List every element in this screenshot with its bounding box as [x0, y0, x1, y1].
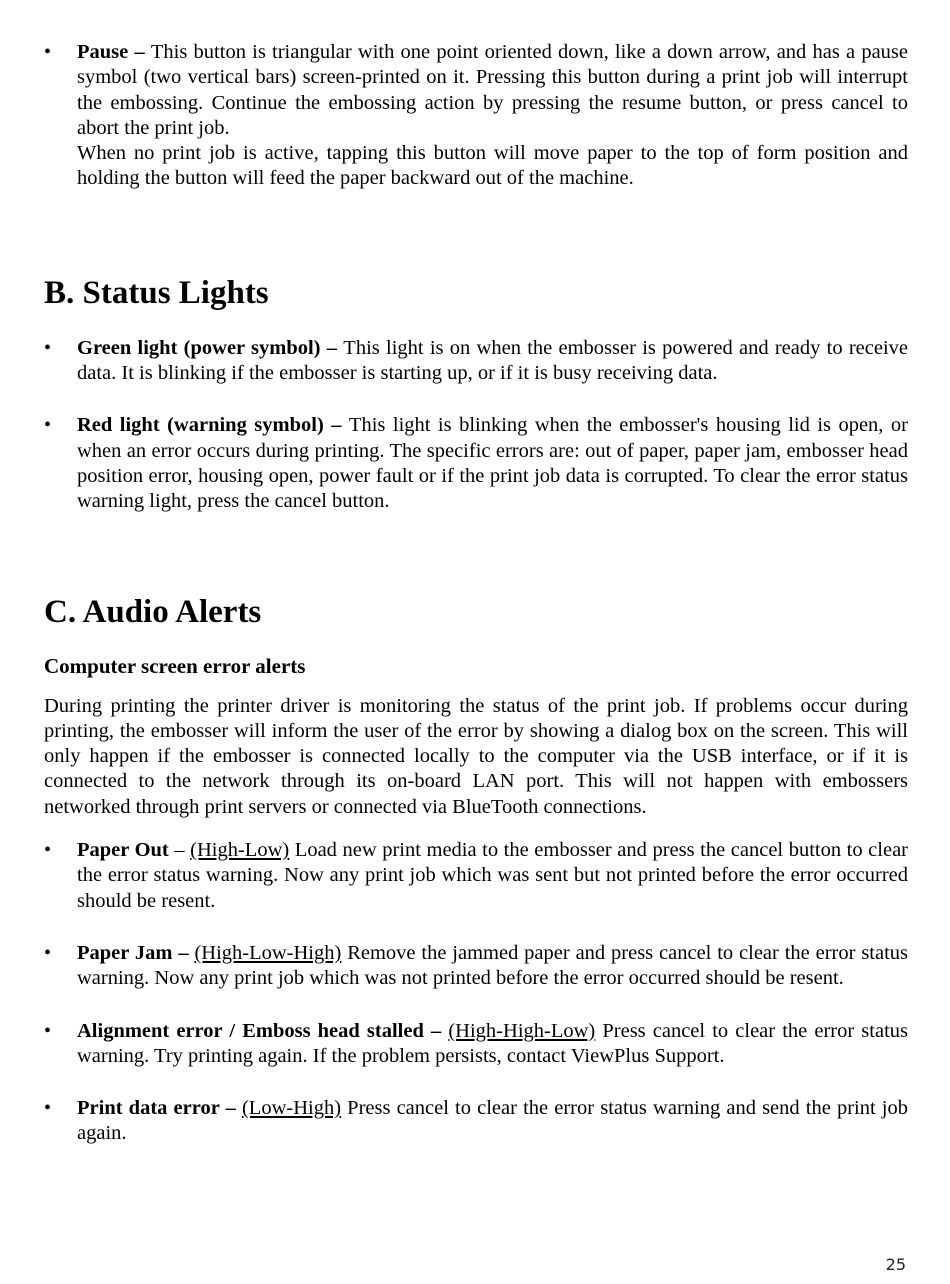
print-data-error-code: (Low-High) — [241, 1097, 342, 1120]
alignment-error-description: Press cancel to clear the error status warning. Try printing again. If the problem persists, contact ViewPlus Support. — [77, 1019, 908, 1067]
pause-bullet — [44, 40, 908, 192]
alignment-error-code: (High-High-Low) — [448, 1019, 596, 1042]
pause-description: This button is triangular with one point oriented down, like a down arrow, and has a pause symbol (two vertical bars) screen-printed on it. Pressing this button during a print job will interrupt the embossing. Continue the embossing action by pressing the resume button, or press cancel to abort the print job. — [77, 41, 909, 139]
section-b-heading: B. Status Lights — [44, 274, 269, 311]
bullet-marker: • — [44, 1019, 52, 1042]
red-light-description: This light is blinking when the embosser's housing lid is open, or when an error occurs during printing. The specific errors are: out of paper, paper jam, embosser head position error, housing open, power fault or if the print job data is corrupted. To clear the error status warning light, press the cancel button. — [77, 414, 908, 513]
section-c-heading: C. Audio Alerts — [44, 593, 262, 630]
red-light-bullet — [44, 413, 908, 514]
bullet-marker: • — [44, 941, 52, 964]
red-light-term: Red light (warning symbol) — [77, 414, 324, 437]
alignment-error-bullet — [44, 1019, 908, 1070]
bullet-marker: • — [44, 1097, 52, 1120]
print-data-error-description: Press cancel to clear the error status warning and send the print job again. — [77, 1097, 909, 1145]
paper-out-dash: – — [168, 839, 191, 862]
paper-out-bullet — [44, 838, 908, 914]
paper-jam-bullet — [44, 941, 908, 992]
pause-paragraph-2: When no print job is active, tapping this button will move paper to the top of form position and holding the button will feed the paper backward out of the machine. — [77, 142, 908, 190]
bullet-marker: • — [44, 414, 52, 437]
green-light-dash: – — [320, 336, 344, 359]
green-light-description: This light is on when the embosser is powered and ready to receive data. It is blinking if the embosser is starting up, or if it is busy receiving data. — [77, 336, 908, 385]
paper-out-code: (High-Low) — [190, 839, 290, 862]
pause-paragraph — [77, 40, 908, 141]
document-page — [44, 40, 908, 1147]
paper-jam-description: Remove the jammed paper and press cancel to clear the error status warning. Now any print job which was not printed before the error occurred should be resent. — [77, 941, 909, 990]
alignment-error-term: Alignment error / Emboss head stalled — [77, 1019, 424, 1042]
print-data-error-dash: – — [219, 1097, 242, 1120]
section-c-intro: During printing the printer driver is monitoring the status of the print job. If problems occur during printing, the embosser will inform the user of the error by showing a dialog box on the screen. This will only happen if the embosser is connected locally to the computer via the USB interface, or if it is connected to the network through its on-board LAN port. This will not happen with embossers networked through print servers or connected via BlueTooth connections. — [44, 694, 908, 818]
paper-out-term: Paper Out — [77, 839, 169, 862]
paper-jam-term: Paper Jam — [77, 941, 173, 964]
section-c-subheading: Computer screen error alerts — [44, 653, 306, 678]
bullet-marker: • — [44, 41, 52, 63]
green-light-bullet — [44, 336, 908, 387]
page-number: 25 — [885, 1255, 906, 1274]
green-light-term: Green light (power symbol) — [77, 336, 321, 359]
paper-jam-code: (High-Low-High) — [194, 941, 342, 964]
bullet-marker: • — [44, 839, 52, 862]
red-light-dash: – — [323, 414, 349, 437]
paper-jam-dash: – — [172, 941, 195, 964]
pause-dash: – — [128, 41, 151, 63]
alignment-error-dash: – — [423, 1019, 449, 1042]
pause-term: Pause — [77, 41, 129, 63]
print-data-error-bullet — [44, 1096, 908, 1147]
bullet-marker: • — [44, 336, 52, 359]
print-data-error-term: Print data error — [77, 1097, 220, 1120]
paper-out-description: Load new print media to the embosser and press the cancel button to clear the error status warning. Now any print job which was sent but not printed before the error occurred should be resent. — [77, 839, 908, 912]
